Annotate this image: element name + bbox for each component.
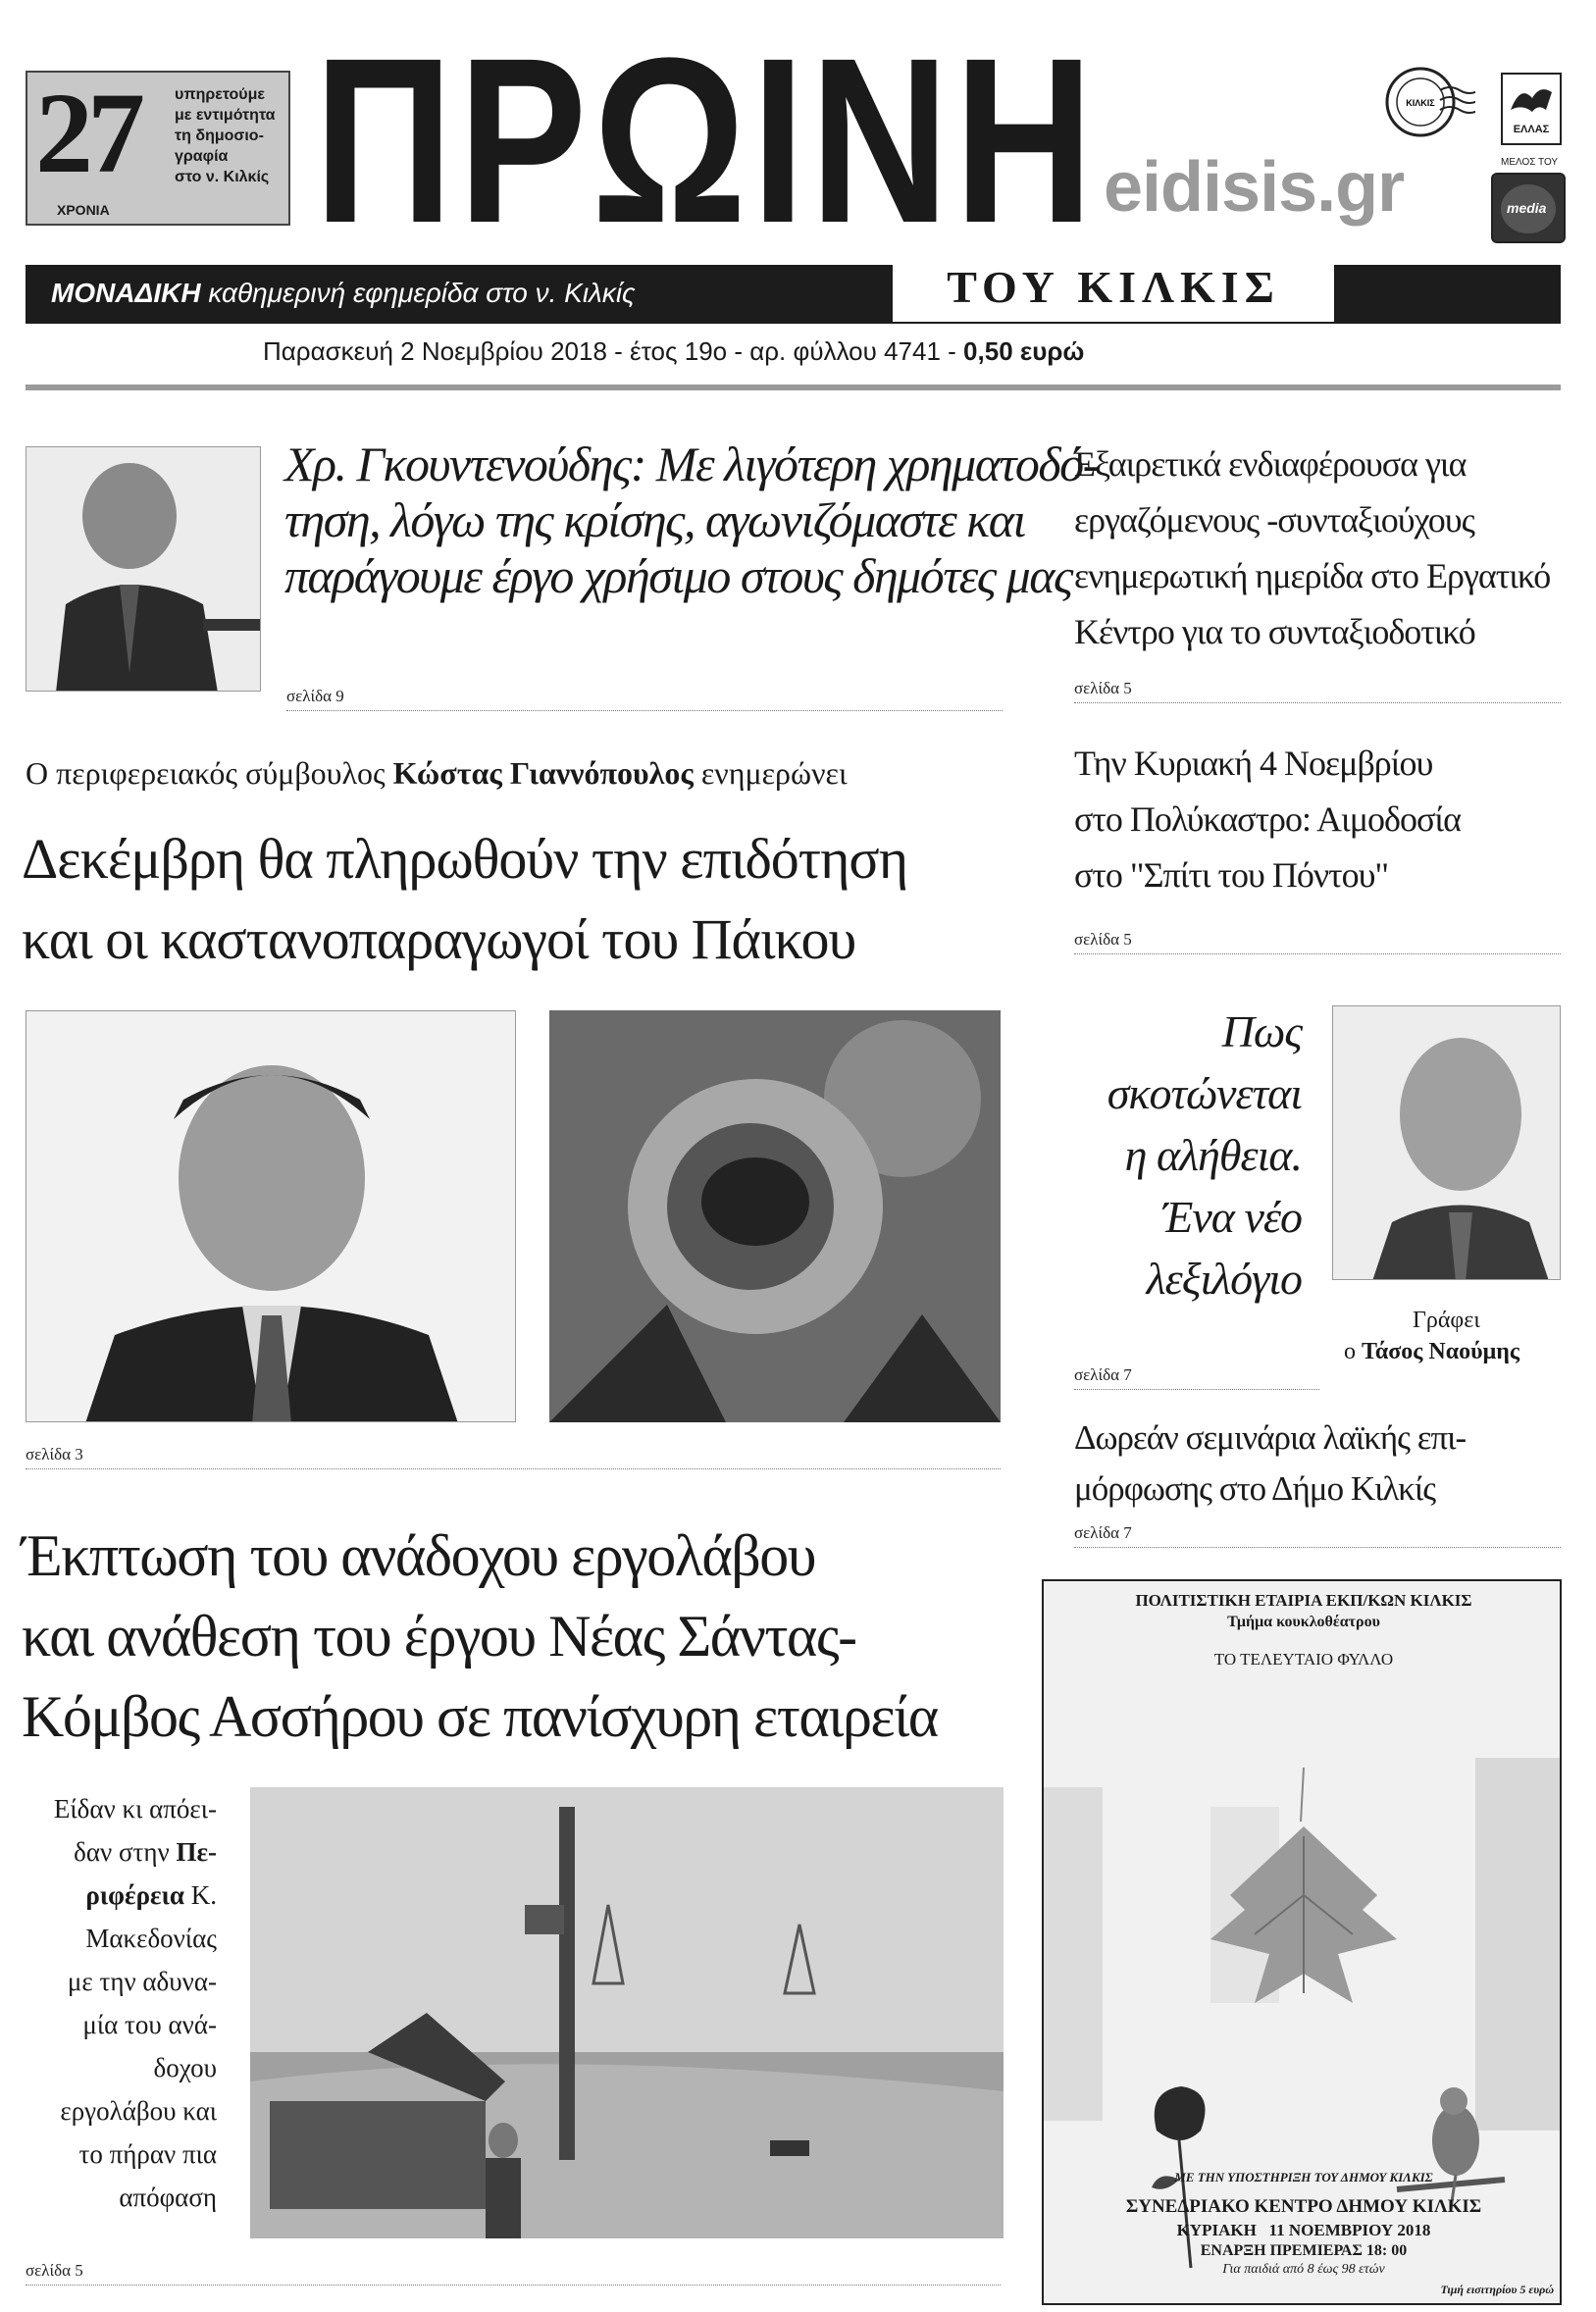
tagline-bold: ΜΟΝΑΔΙΚΗ [51,278,201,308]
headline-line: και οι καστανοπαραγωγοί του Πάικου [22,907,856,971]
body-line: ριφέρεια Κ. [85,1880,217,1910]
years-box [26,71,290,226]
years-text-line: υπηρετούμε [175,86,265,103]
chestnut-photo [549,1010,1001,1422]
headline-line: Κέντρο για το συνταξιοδοτικό [1074,612,1475,651]
body-line: δοχου [153,2053,217,2082]
poster-play: ΤΟ ΤΕΛΕΥΤΑΙΟ ΦΥΛΛΟ [1213,1650,1394,1669]
body-line: μία του ανά- [82,2010,217,2039]
dateline [263,336,1084,367]
newspaper-subtitle: ΤΟΥ ΚΙΛΚΙΣ [947,262,1280,312]
years-number: 27 [35,69,139,197]
naoumis-photo [1332,1005,1561,1280]
naoumis-headline[interactable] [1074,1001,1302,1310]
masthead-rule [26,385,1561,390]
byline-o: ο [1344,1339,1356,1364]
elta-logo [1501,73,1562,145]
body-line: εργολάβου και [60,2096,217,2126]
headline-line: σκοτώνεται [1107,1068,1302,1118]
years-text-line: τη δημοσιο- [175,128,264,144]
website-link[interactable]: eidisis.gr [1104,148,1405,227]
dateline-text: Παρασκευή 2 Νοεμβρίου 2018 - έτος 19ο - αρ. φύλλου 4741 - [263,336,956,366]
body-line: Μακεδονίας [85,1924,217,1953]
headline-line: στο "Σπίτι του Πόντου" [1074,855,1389,895]
body-line: το πήραν πια [78,2139,217,2169]
media-logo [1491,173,1566,243]
headline-line: Χρ. Γκουντενούδης: Με λιγότερη χρηματοδό- [284,437,1098,491]
kicker-post: ενημερώνει [700,755,848,791]
poster-org: ΠΟΛΙΤΙΣΤΙΚΗ ΕΤΑΙΡΙΑ ΕΚΠ/ΚΩΝ ΚΙΛΚΙΣ [1135,1591,1472,1610]
masthead [0,0,1596,392]
headline-line: η αλήθεια. [1124,1130,1302,1180]
headline-line: Δεκέμβρη θα πληρωθούν την επιδότηση [22,827,908,891]
poster-venue: ΣΥΝΕΔΡΙΑΚΟ ΚΕΝΤΡΟ ΔΗΜΟΥ ΚΙΛΚΙΣ [1125,2196,1482,2217]
years-text-line: γραφία [175,148,229,165]
svg-text:ΚΙΛΚΙΣ: ΚΙΛΚΙΣ [1406,98,1435,108]
headline-line: Ένα νέο [1162,1192,1302,1242]
poster-support: ΜΕ ΤΗΝ ΥΠΟΣΤΗΡΙΞΗ ΤΟΥ ΔΗΜΟΥ ΚΙΛΚΙΣ [1174,2170,1433,2184]
headline-line: τηση, λόγω της κρίσης, αγωνιζόμαστε και [284,492,1025,547]
price: 0,50 ευρώ [963,336,1085,366]
page-ref[interactable]: σελίδα 3 [26,1445,1001,1469]
kicker-name: Κώστας Γιαννόπουλος [392,755,694,791]
tagline-rest: καθημερινή εφημερίδα στο ν. Κιλκίς [208,278,636,308]
kastana-kicker [26,755,848,792]
byline-name: Τάσος Ναούμης [1362,1339,1519,1364]
years-text-line: με εντιμότητα [175,107,276,124]
page-ref[interactable]: σελίδα 5 [26,2261,1001,2286]
headline-line: Δωρεάν σεμινάρια λαϊκής επι- [1074,1418,1467,1457]
page-ref[interactable]: σελίδα 9 [286,687,1003,711]
page-ref[interactable]: σελίδα 5 [1074,930,1561,954]
poster-dept: Τμήμα κουκλοθέατρου [1227,1614,1380,1630]
construction-photo [250,1787,1004,2238]
body-line: απόφαση [119,2183,217,2212]
ergolavos-body [26,1787,217,2219]
newspaper-title: ΠΡΩΙΝΗ [314,37,1099,243]
naoumis-byline [1344,1339,1519,1365]
member-label: ΜΕΛΟΣ ΤΟΥ [1501,157,1559,168]
body-line: δαν στην Πε- [74,1837,217,1867]
headline-line: μόρφωσης στο Δήμο Κιλκίς [1074,1469,1436,1508]
poster-ticket: Τιμή εισιτηρίου 5 ευρώ [1440,2283,1554,2296]
aimodosia-headline[interactable] [1074,736,1565,903]
postal-stamp-icon [1381,61,1475,155]
gkountenoudis-headline[interactable] [284,437,1098,604]
years-label: ΧΡΟΝΙΑ [57,202,110,218]
headline-line: εργαζόμενους -συνταξιούχους [1074,500,1474,539]
years-text [175,84,275,187]
body-line: Είδαν κι απόει- [53,1794,217,1824]
kastana-headline[interactable] [22,819,907,980]
gkountenoudis-photo [26,446,261,692]
ergatiko-headline[interactable] [1074,437,1565,660]
page-ref[interactable]: σελίδα 7 [1074,1365,1319,1390]
ergolavos-headline[interactable] [22,1516,938,1757]
poster-ages: Για παιδιά από 8 έως 98 ετών [1222,2262,1385,2277]
years-text-line: στο ν. Κιλκίς [175,169,270,185]
headline-line: Την Κυριακή 4 Νοεμβρίου [1074,744,1433,783]
elta-label: ΕΛΛΑΣ [1513,124,1550,135]
headline-line: Κόμβος Ασσήρου σε πανίσχυρη εταιρεία [22,1684,938,1749]
headline-line: παράγουμε έργο χρήσιμο στους δημότες μας [284,548,1072,603]
headline-line: Έκπτωση του ανάδοχου εργολάβου [22,1523,816,1588]
poster-premiere: ΕΝΑΡΞΗ ΠΡΕΜΙΕΡΑΣ 18: 00 [1200,2242,1408,2259]
page-ref[interactable]: σελίδα 5 [1074,679,1561,703]
body-line: με την αδυνα- [67,1967,217,1996]
media-label: media [1507,200,1547,216]
headline-line: Εξαιρετικά ενδιαφέρουσα για [1074,444,1467,484]
headline-line: και ανάθεση του έργου Νέας Σάντας- [22,1604,856,1669]
headline-line: Πως [1221,1006,1302,1056]
page-ref[interactable]: σελίδα 7 [1074,1523,1561,1548]
kicker-pre: Ο περιφερειακός σύμβουλος [26,755,386,791]
naoumis-byline-pre: Γράφει [1413,1308,1480,1333]
poster-date: ΚΥΡΙΑΚΗ 11 ΝΟΕΜΒΡΙΟΥ 2018 [1176,2221,1431,2239]
giannopoulos-photo [26,1010,516,1422]
headline-line: λεξιλόγιο [1146,1254,1302,1304]
theatre-poster[interactable] [1042,1579,1562,2305]
seminaria-headline[interactable] [1074,1413,1565,1515]
headline-line: ενημερωτική ημερίδα στο Εργατικό [1074,556,1551,595]
headline-line: στο Πολύκαστρο: Αιμοδοσία [1074,799,1461,839]
tagline [51,278,636,309]
